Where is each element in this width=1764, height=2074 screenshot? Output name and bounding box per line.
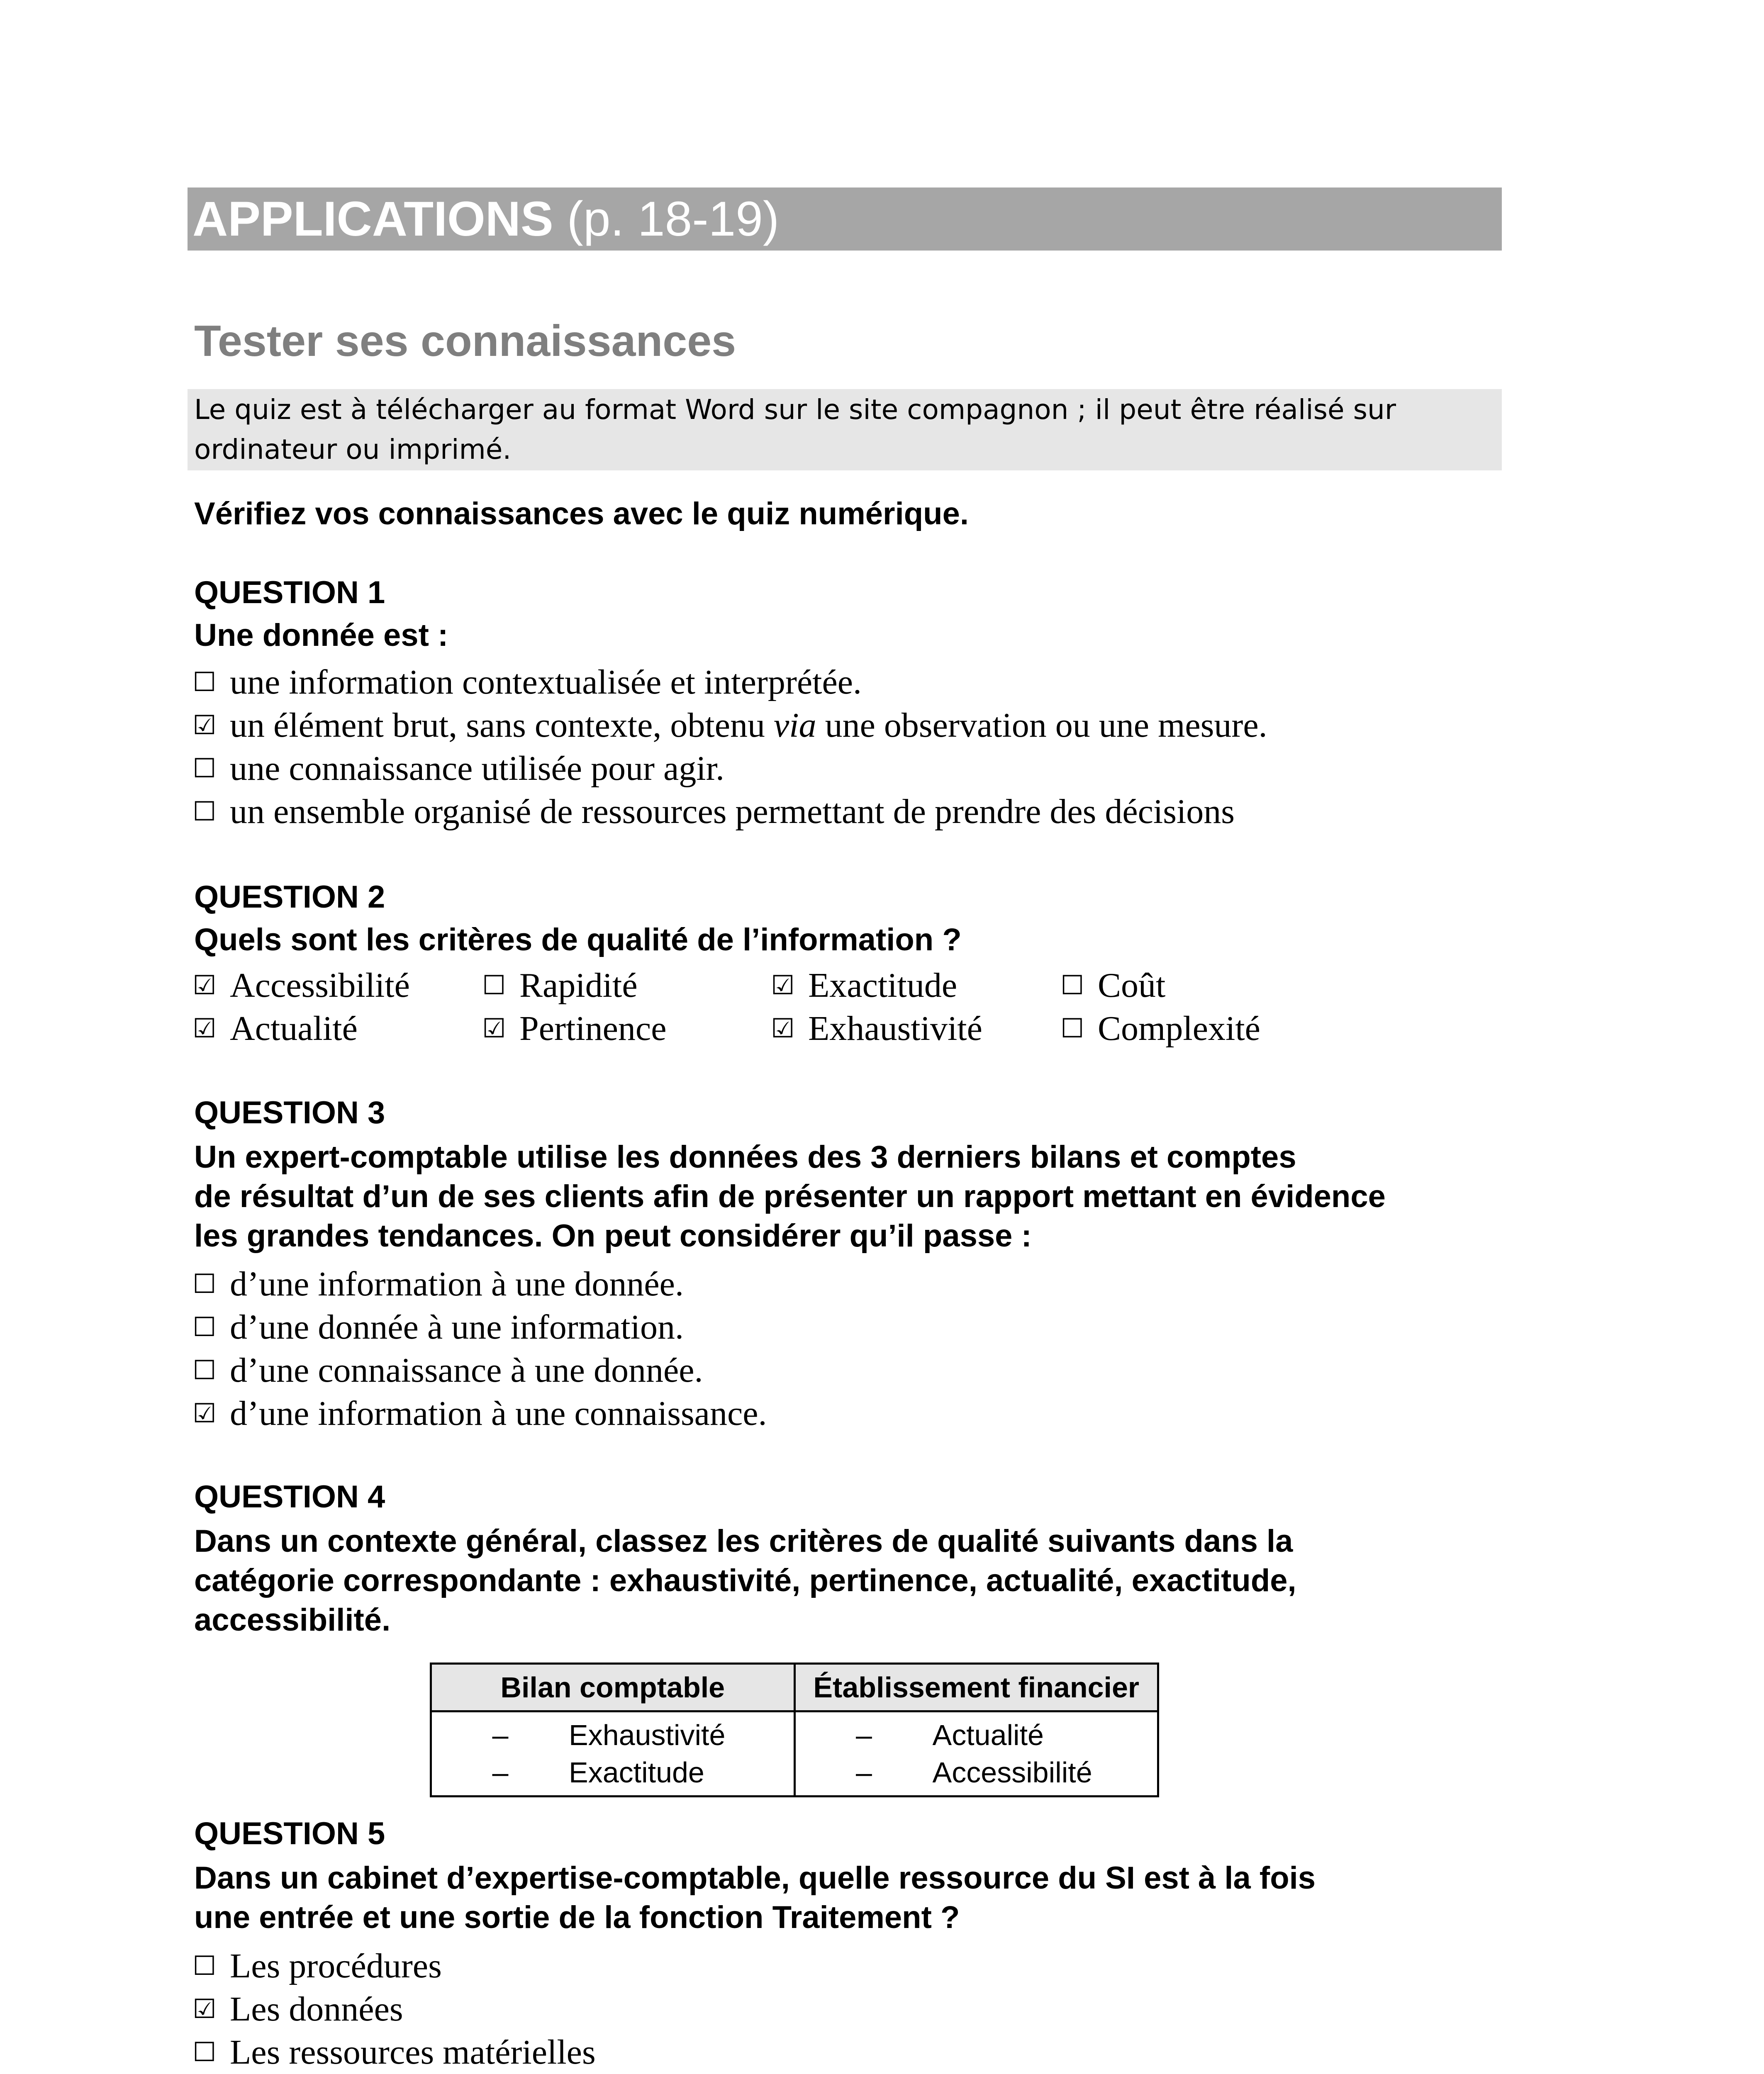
checkbox-unchecked-icon[interactable]: ☐ (192, 1355, 217, 1386)
dash-bullet: – (856, 1756, 872, 1789)
table-cell-bilan (431, 1711, 795, 1796)
section-title: Tester ses connaissances (194, 316, 736, 365)
checkbox-unchecked-icon[interactable]: ☐ (192, 667, 217, 698)
checkbox-unchecked-icon[interactable]: ☐ (192, 1951, 217, 1981)
checkbox-unchecked-icon[interactable]: ☐ (192, 753, 217, 784)
banner-title: APPLICATIONS (192, 192, 553, 246)
dash-bullet: – (856, 1719, 872, 1751)
option-label: d’une donnée à une information. (230, 1308, 684, 1346)
criteria-table (430, 1663, 1159, 1797)
checkbox-checked-icon[interactable]: ☑ (771, 970, 795, 1001)
question-1-label: QUESTION 1 (194, 575, 385, 610)
checkbox-checked-icon[interactable]: ☑ (482, 1013, 506, 1044)
option-label: Accessibilité (230, 966, 410, 1005)
question-3-options (192, 1263, 767, 1435)
table-header-row (431, 1664, 1158, 1711)
table-cell-etablissement (794, 1711, 1158, 1796)
option-label: Les ressources matérielles (230, 2033, 596, 2072)
question-5-options (192, 1945, 596, 2074)
list-item: – Actualité (796, 1716, 1157, 1754)
option-label: un élément brut, sans contexte, obtenu via une observation ou une mesure. (230, 706, 1267, 745)
dash-bullet: – (492, 1756, 509, 1789)
option-label: d’une information à une connaissance. (230, 1394, 767, 1433)
list-item: – Exhaustivité (432, 1716, 794, 1754)
option-label: Les données (230, 1990, 403, 2028)
column-header-etablissement: Établissement financier (794, 1664, 1158, 1711)
checkbox-unchecked-icon[interactable]: ☐ (192, 796, 217, 827)
dash-bullet: – (492, 1719, 509, 1751)
checkbox-unchecked-icon[interactable]: ☐ (192, 1269, 217, 1300)
question-2-prompt: Quels sont les critères de qualité de l’information ? (194, 922, 962, 957)
option[interactable] (482, 964, 638, 1007)
prompt-line: Un expert-comptable utilise les données des 3 derniers bilans et comptes (194, 1139, 1296, 1175)
option[interactable] (192, 704, 1267, 747)
option[interactable] (771, 964, 957, 1007)
option[interactable] (771, 1007, 982, 1050)
checkbox-checked-icon[interactable]: ☑ (192, 1398, 217, 1429)
question-5-prompt (194, 1858, 1522, 1937)
option[interactable] (192, 1306, 767, 1349)
option[interactable] (192, 1392, 767, 1435)
checkbox-checked-icon[interactable]: ☑ (192, 710, 217, 741)
option-label: Exhaustivité (808, 1009, 982, 1048)
option[interactable] (1060, 964, 1165, 1007)
checkbox-checked-icon[interactable]: ☑ (771, 1013, 795, 1044)
option-label: d’une connaissance à une donnée. (230, 1351, 703, 1390)
checkbox-unchecked-icon[interactable]: ☐ (1060, 1013, 1084, 1044)
option[interactable] (192, 790, 1267, 833)
banner-text (192, 187, 779, 251)
option-label: une connaissance utilisée pour agir. (230, 749, 724, 788)
question-4-prompt (194, 1521, 1522, 1640)
column-header-bilan: Bilan comptable (431, 1664, 795, 1711)
checkbox-unchecked-icon[interactable]: ☐ (1060, 970, 1084, 1001)
italic-via: via (773, 706, 816, 745)
option-label: d’une information à une donnée. (230, 1265, 684, 1303)
checkbox-unchecked-icon[interactable]: ☐ (192, 2037, 217, 2068)
list-item: – Accessibilité (796, 1754, 1157, 1791)
option-label: un ensemble organisé de ressources permettant de prendre des décisions (230, 792, 1235, 831)
question-1-prompt: Une donnée est : (194, 618, 448, 653)
prompt-line: Dans un cabinet d’expertise-comptable, quelle ressource du SI est à la fois (194, 1860, 1316, 1896)
option-label: Exactitude (808, 966, 958, 1005)
option[interactable] (192, 747, 1267, 790)
question-3-label: QUESTION 3 (194, 1095, 385, 1130)
checkbox-checked-icon[interactable]: ☑ (192, 1994, 217, 2025)
prompt-line: de résultat d’un de ses clients afin de présenter un rapport mettant en évidence (194, 1179, 1386, 1214)
option-label: une information contextualisée et interprétée. (230, 663, 862, 701)
option[interactable] (482, 1007, 667, 1050)
question-2-label: QUESTION 2 (194, 879, 385, 915)
option-label: Actualité (230, 1009, 358, 1048)
option-label: Coût (1098, 966, 1166, 1005)
option[interactable] (192, 964, 410, 1007)
list-item: – Exactitude (432, 1754, 794, 1791)
option-label: Rapidité (519, 966, 638, 1005)
prompt-line: catégorie correspondante : exhaustivité, pertinence, actualité, exactitude, (194, 1563, 1296, 1598)
option[interactable] (192, 661, 1267, 704)
option[interactable] (192, 1945, 596, 1988)
option[interactable] (192, 2031, 596, 2074)
option[interactable] (192, 1988, 596, 2031)
option-label: Complexité (1098, 1009, 1260, 1048)
notice-text: Le quiz est à télécharger au format Word sur le site compagnon ; il peut être réalisé sur ordinateur ou imprimé. (194, 394, 1396, 465)
question-1-options (192, 661, 1267, 833)
option[interactable] (192, 1349, 767, 1392)
checkbox-unchecked-icon[interactable]: ☐ (192, 1312, 217, 1343)
banner-pages: (p. 18-19) (567, 192, 780, 246)
checkbox-unchecked-icon[interactable]: ☐ (482, 970, 506, 1001)
option[interactable] (192, 1263, 767, 1306)
prompt-line: accessibilité. (194, 1602, 391, 1638)
question-5-label: QUESTION 5 (194, 1816, 385, 1851)
chapter-banner (188, 187, 1502, 251)
checkbox-checked-icon[interactable]: ☑ (192, 970, 217, 1001)
option-label: Les procédures (230, 1947, 442, 1985)
checkbox-checked-icon[interactable]: ☑ (192, 1013, 217, 1044)
question-4-label: QUESTION 4 (194, 1479, 385, 1514)
option[interactable] (1060, 1007, 1260, 1050)
option-label: Pertinence (519, 1009, 667, 1048)
prompt-line: Dans un contexte général, classez les critères de qualité suivants dans la (194, 1524, 1293, 1559)
prompt-line: les grandes tendances. On peut considérer qu’il passe : (194, 1218, 1032, 1254)
question-3-prompt (194, 1137, 1522, 1256)
table-row (431, 1711, 1158, 1796)
option[interactable] (192, 1007, 358, 1050)
prompt-line: une entrée et une sortie de la fonction Traitement ? (194, 1900, 960, 1935)
notice-box (188, 389, 1502, 470)
instruction-text: Vérifiez vos connaissances avec le quiz numérique. (194, 496, 969, 531)
